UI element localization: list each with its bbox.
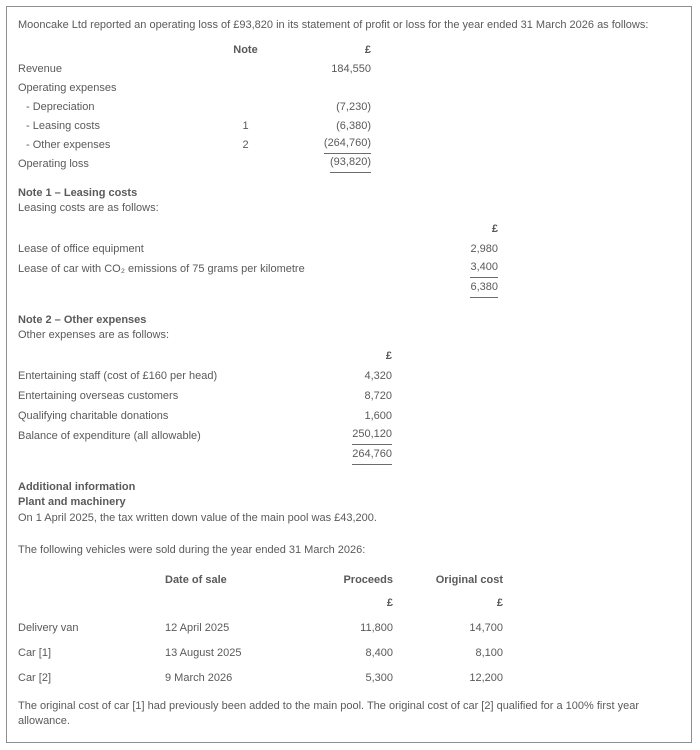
underlined-amount: 264,760: [352, 447, 392, 465]
row-label: Revenue: [18, 63, 63, 75]
row-label: Car [2]: [18, 672, 52, 684]
note-column-header: Note: [233, 44, 258, 56]
row-note: 1: [242, 120, 249, 132]
row-note: [223, 97, 268, 116]
vehicles-intro-paragraph: The following vehicles were sold during the year ended 31 March 2026:: [18, 544, 366, 556]
row-proceeds: 8,400: [365, 647, 393, 659]
underlined-amount: (93,820): [330, 155, 371, 173]
row-label: - Leasing costs: [26, 120, 100, 132]
table-row-total: [18, 278, 498, 298]
row-date: 12 April 2025: [165, 622, 230, 634]
date-of-sale-header: Date of sale: [165, 574, 227, 586]
table-row-office-equipment: [18, 238, 498, 258]
row-note: 2: [242, 139, 249, 151]
row-label: [18, 278, 438, 298]
currency-header-row: [18, 589, 503, 612]
row-proceeds: 5,300: [365, 672, 393, 684]
table-row-total: [18, 445, 392, 465]
profit-loss-table: [18, 40, 371, 173]
table-row-entertaining-customers: [18, 385, 392, 405]
note1-subtitle: Leasing costs are as follows:: [18, 202, 159, 214]
row-original-cost: 12,200: [469, 672, 503, 684]
empty-cell: [18, 344, 320, 365]
row-amount: 1,600: [364, 410, 392, 422]
row-label: Lease of car with CO₂ emissions of 75 grams per kilometre: [18, 263, 305, 275]
row-amount: [438, 278, 498, 298]
additional-information-section: [18, 480, 677, 730]
intro-paragraph: Mooncake Ltd reported an operating loss of £93,820 in its statement of profit or loss for the year ended 31 March 2026 as follows:: [18, 19, 649, 31]
table-row-operating-loss: [18, 154, 371, 173]
row-date: 13 August 2025: [165, 647, 242, 659]
empty-cell: [18, 568, 165, 589]
additional-information-heading: Additional information: [18, 480, 136, 493]
row-amount: (7,230): [336, 101, 371, 113]
underlined-amount: 250,120: [352, 427, 392, 445]
row-label: Entertaining staff (cost of £160 per head): [18, 370, 218, 382]
table-row-entertaining-staff: [18, 365, 392, 385]
note2-title: Note 2 – Other expenses: [18, 313, 147, 326]
underlined-amount: 3,400: [470, 260, 498, 278]
currency-column-header: £: [496, 597, 503, 609]
row-amount: 8,720: [364, 390, 392, 402]
row-amount: [320, 445, 392, 465]
table-row-leasing-costs: [18, 116, 371, 135]
row-amount: 184,550: [331, 63, 371, 75]
underlined-amount: 6,380: [470, 280, 498, 298]
row-amount: 4,320: [364, 370, 392, 382]
currency-column-header: £: [491, 223, 498, 235]
row-note: [223, 59, 268, 78]
row-label: - Depreciation: [26, 101, 95, 113]
row-label: Car [1]: [18, 647, 52, 659]
table-row-operating-expenses: [18, 78, 371, 97]
row-label: [18, 445, 320, 465]
row-amount: (6,380): [336, 120, 371, 132]
note2-section: [18, 313, 677, 465]
row-label: Balance of expenditure (all allowable): [18, 430, 201, 442]
table-row-depreciation: [18, 97, 371, 116]
row-original-cost: 14,700: [469, 622, 503, 634]
row-label: Qualifying charitable donations: [18, 410, 169, 422]
note2-table: [18, 344, 392, 465]
row-label: - Other expenses: [26, 139, 111, 151]
row-original-cost: 8,100: [475, 647, 503, 659]
row-amount: 2,980: [470, 243, 498, 255]
main-pool-paragraph: On 1 April 2025, the tax written down value of the main pool was £43,200.: [18, 511, 377, 524]
table-row-delivery-van: [18, 612, 503, 637]
table-row-car-2: [18, 662, 503, 687]
row-amount: [320, 425, 392, 445]
row-amount: [268, 135, 371, 154]
note1-section: [18, 186, 677, 298]
row-note: [223, 154, 268, 173]
table-row-balance-expenditure: [18, 425, 392, 445]
table-header-row: [18, 344, 392, 365]
row-label: Entertaining overseas customers: [18, 390, 179, 402]
row-label: Delivery van: [18, 622, 79, 634]
table-header-row: [18, 40, 371, 59]
table-header-row: [18, 568, 503, 589]
currency-column-header: £: [364, 44, 371, 56]
table-row-car-1: [18, 637, 503, 662]
empty-cell: [18, 40, 223, 59]
question-document-box: [6, 6, 692, 743]
underlined-amount: (264,760): [324, 136, 371, 154]
note1-title: Note 1 – Leasing costs: [18, 186, 138, 199]
table-header-row: [18, 217, 498, 238]
empty-cell: [18, 217, 438, 238]
empty-cell: [18, 589, 165, 612]
cars-footnote-paragraph: The original cost of car [1] had previously been added to the main pool. The original cost of car [2] qualified for a 100% first year allowance.: [18, 699, 640, 727]
row-date: 9 March 2026: [165, 672, 233, 684]
table-row-car-lease: [18, 258, 498, 278]
row-note: [223, 78, 268, 97]
table-row-revenue: [18, 59, 371, 78]
vehicles-table: [18, 568, 503, 687]
plant-machinery-subheading: Plant and machinery: [18, 496, 126, 508]
table-row-charitable-donations: [18, 405, 392, 425]
currency-column-header: £: [386, 597, 393, 609]
empty-cell: [165, 589, 315, 612]
row-label: Lease of office equipment: [18, 243, 144, 255]
row-label: Operating loss: [18, 158, 89, 170]
table-row-other-expenses: [18, 135, 371, 154]
row-amount: [268, 78, 371, 97]
note1-table: [18, 217, 498, 298]
row-label: Operating expenses: [18, 82, 117, 94]
row-amount: [438, 258, 498, 278]
row-amount: [268, 154, 371, 173]
note2-subtitle: Other expenses are as follows:: [18, 329, 170, 341]
proceeds-header: Proceeds: [343, 574, 393, 586]
original-cost-header: Original cost: [435, 574, 503, 586]
row-proceeds: 11,800: [360, 622, 393, 634]
currency-column-header: £: [385, 350, 392, 362]
